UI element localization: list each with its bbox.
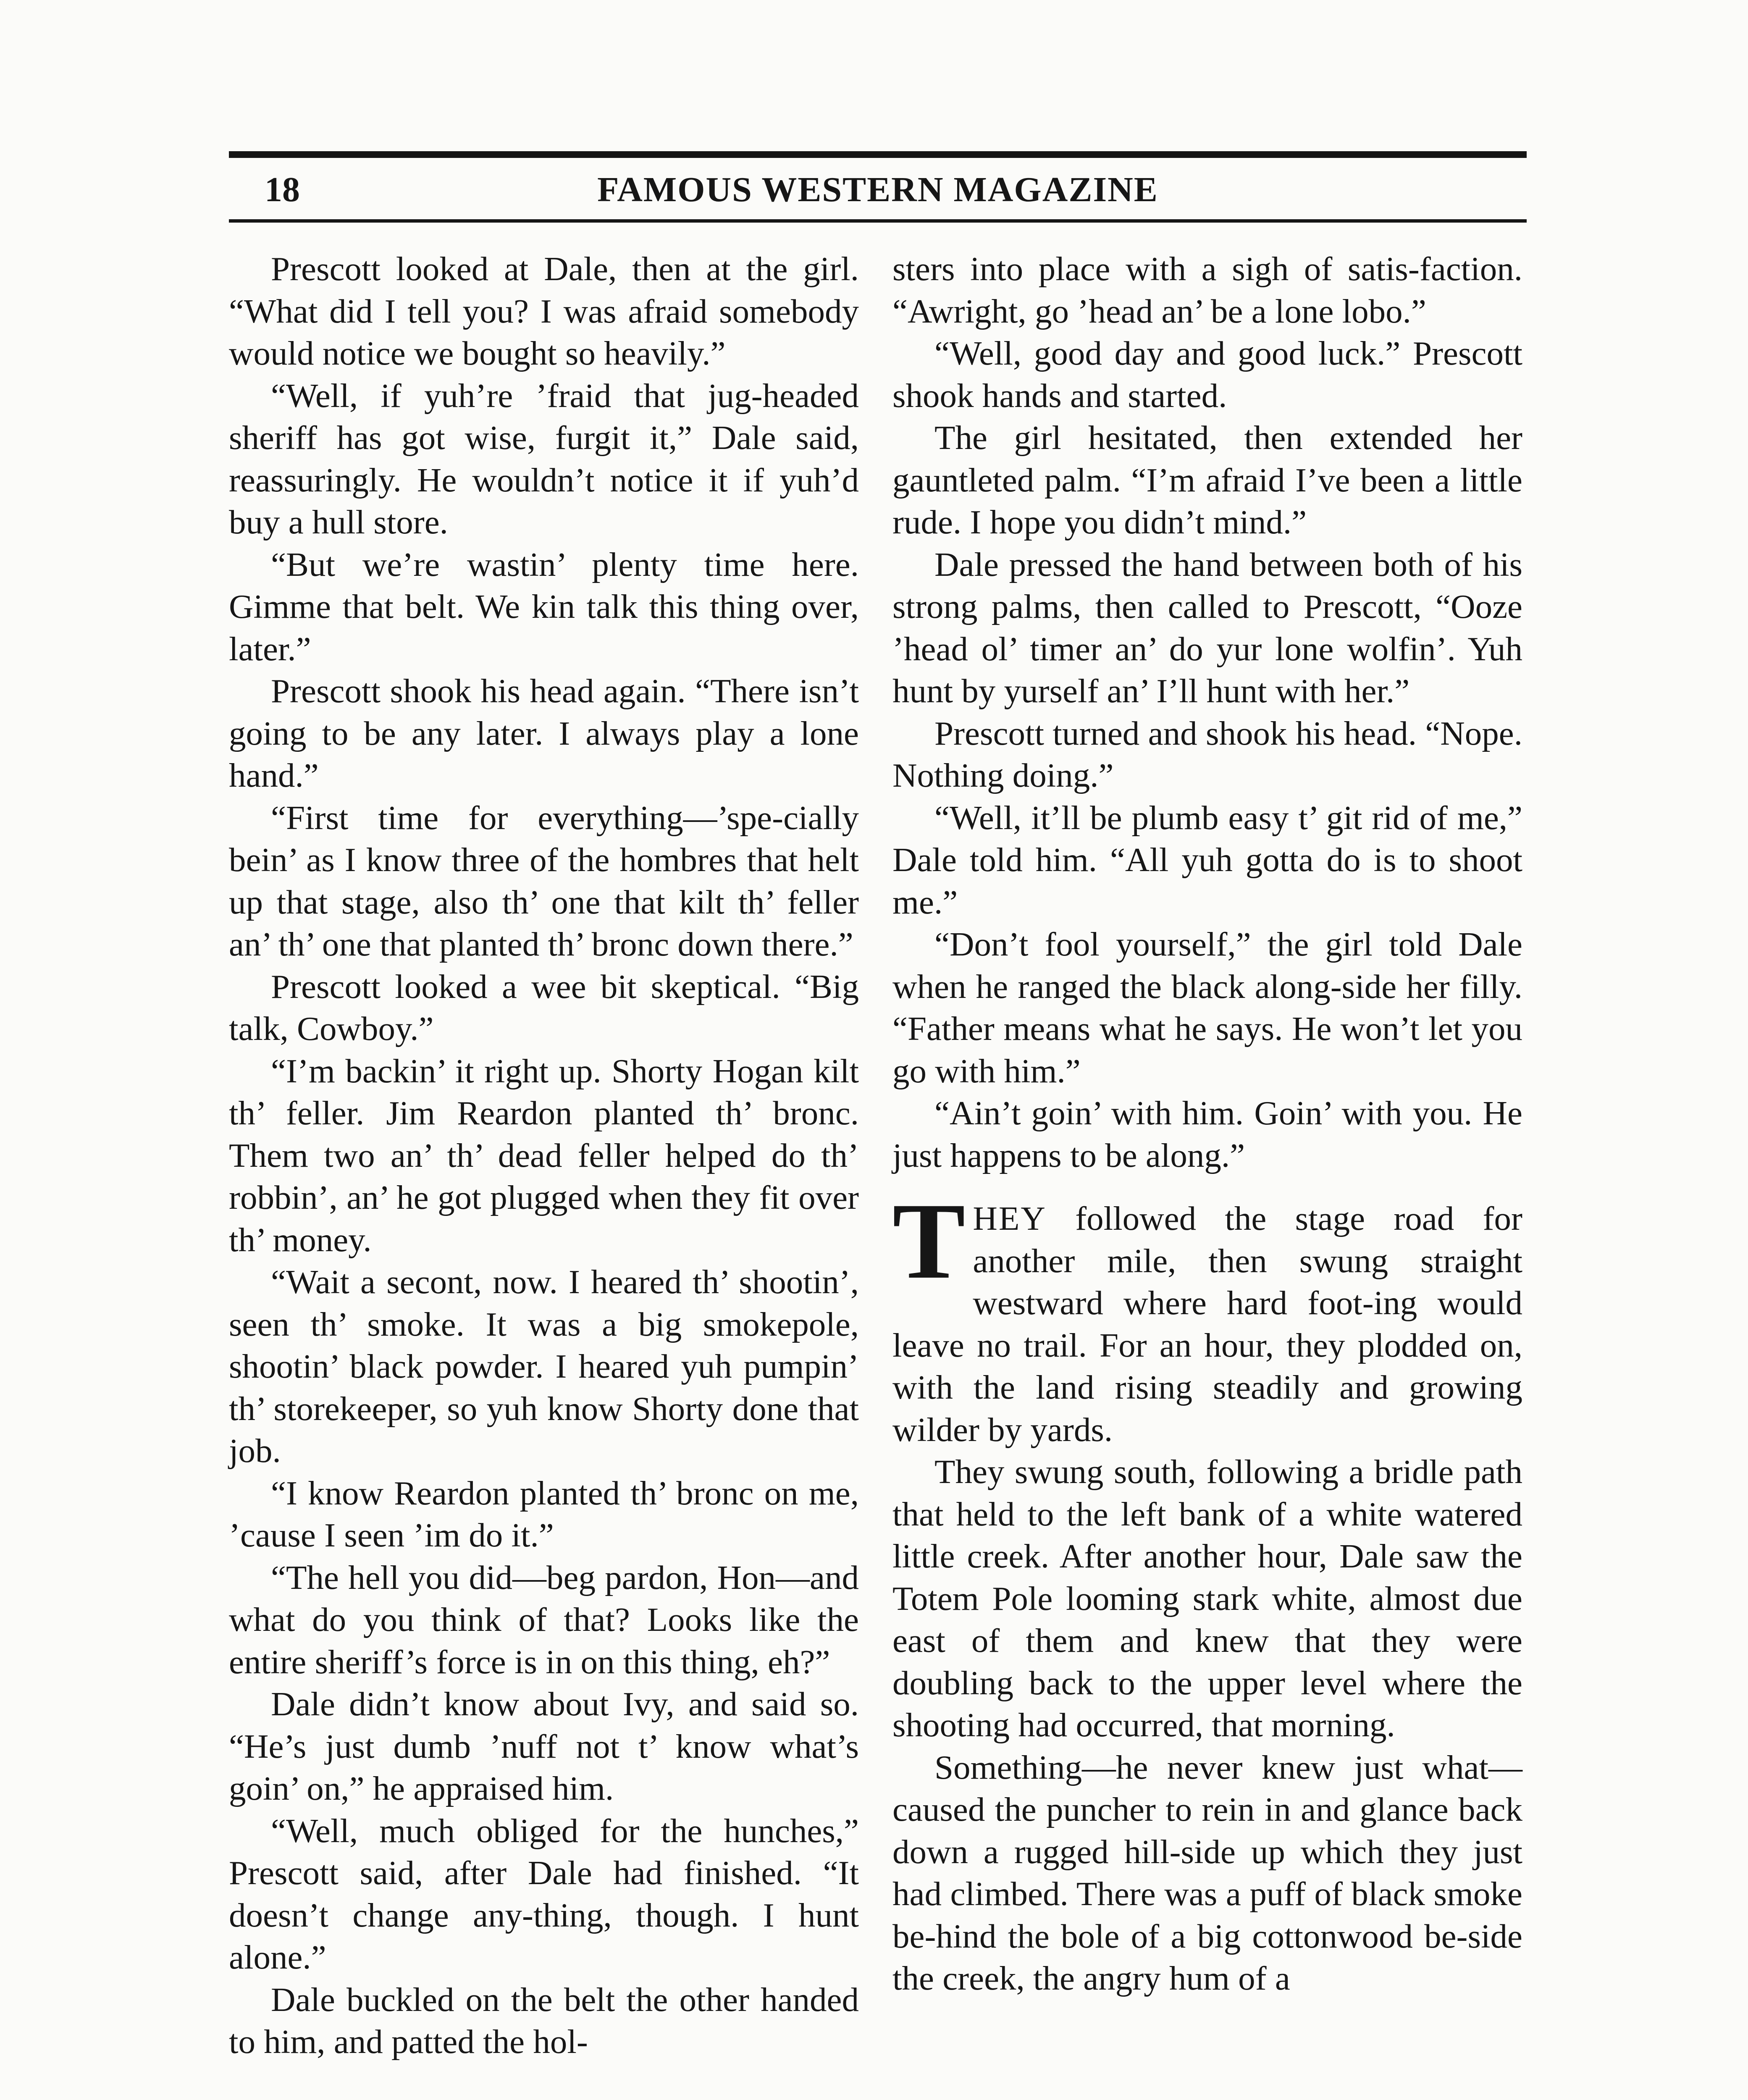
body-paragraph: “Well, much obliged for the hunches,” Prescott said, after Dale had finished. “It doesn’t change any-thing, though. I hunt alone.”: [229, 1811, 859, 1976]
body-paragraph: Prescott shook his head again. “There isn’t going to be any later. I always play a lone hand.”: [229, 672, 859, 794]
right-column-first-part: [892, 248, 1522, 1176]
body-paragraph: Something—he never knew just what—caused the puncher to rein in and glance back down a rugged hill-side up which they just had climbed. There was a puff of black smoke be-hind the bole of a big cottonwood be-side the creek, the angry hum of a: [892, 1748, 1522, 1997]
body-paragraph: “Wait a secont, now. I heared th’ shootin’, seen th’ smoke. It was a big smokepole, shootin’ black powder. I heared yuh pumpin’ th’ storekeeper, so yuh know Shorty done that job.: [229, 1263, 859, 1470]
body-paragraph: “Well, if yuh’re ’fraid that jug-headed sheriff has got wise, furgit it,” Dale said, reassuringly. He wouldn’t notice it if yuh’d buy a hull store.: [229, 376, 859, 541]
drop-cap: T: [892, 1181, 966, 1302]
running-head: [229, 165, 1527, 215]
header-rule-top: [229, 151, 1527, 158]
body-paragraph: The girl hesitated, then extended her gauntleted palm. “I’m afraid I’ve been a little rude. I hope you didn’t mind.”: [892, 419, 1522, 541]
right-column: [892, 248, 1522, 2000]
right-column-second-part: [892, 1451, 1522, 2000]
body-paragraph: “Don’t fool yourself,” the girl told Dale when he ranged the black along-side her filly. “Father means what he says. He won’t let you go with him.”: [892, 925, 1522, 1090]
body-paragraph: “The hell you did—beg pardon, Hon—and what do you think of that? Looks like the entire sheriff’s force is in on this thing, eh?”: [229, 1558, 859, 1681]
body-paragraph: Dale didn’t know about Ivy, and said so. “He’s just dumb ’nuff not t’ know what’s goin’ on,” he appraised him.: [229, 1685, 859, 1807]
body-paragraph: Prescott turned and shook his head. “Nope. Nothing doing.”: [892, 714, 1522, 794]
body-paragraph: Prescott looked a wee bit skeptical. “Big talk, Cowboy.”: [229, 967, 859, 1047]
body-paragraph: Prescott looked at Dale, then at the girl. “What did I tell you? I was afraid somebody would notice we bought so heavily.”: [229, 250, 859, 372]
section-break-paragraph: [892, 1181, 1522, 1451]
section-small-caps: HEY: [973, 1200, 1047, 1237]
body-paragraph: They swung south, following a bridle path that held to the left bank of a white watered little creek. After another hour, Dale saw the Totem Pole looming stark white, almost due east of them and knew that they were doubling back to the upper level where the shooting had occurred, that morning.: [892, 1453, 1522, 1744]
body-paragraph: sters into place with a sigh of satis-faction. “Awright, go ’head an’ be a lone lobo.”: [892, 250, 1522, 330]
body-paragraph: Dale pressed the hand between both of his strong palms, then called to Prescott, “Ooze ’head ol’ timer an’ do yur lone wolfin’. Yuh hunt by yurself an’ I’ll hunt with her.”: [892, 545, 1522, 710]
body-paragraph: “I know Reardon planted th’ bronc on me, ’cause I seen ’im do it.”: [229, 1474, 859, 1554]
body-paragraph: “Well, it’ll be plumb easy t’ git rid of me,” Dale told him. “All yuh gotta do is to shoot me.”: [892, 798, 1522, 921]
body-paragraph: “But we’re wastin’ plenty time here. Gimme that belt. We kin talk this thing over, later.”: [229, 545, 859, 668]
body-paragraph: “Well, good day and good luck.” Prescott shook hands and started.: [892, 334, 1522, 415]
header-rule-bottom: [229, 219, 1527, 223]
section-opening-text: followed the stage road for another mile, then swung straight westward where hard foot-ing would leave no trail. For an hour, they plodded on, with the land rising steadily and growing wilder by yards.: [892, 1200, 1522, 1449]
body-paragraph: “I’m backin’ it right up. Shorty Hogan kilt th’ feller. Jim Reardon planted th’ bronc. Them two an’ th’ dead feller helped do th’ robbin’, an’ he got plugged when they fit over th’ money.: [229, 1052, 859, 1259]
body-paragraph: “Ain’t goin’ with him. Goin’ with you. He just happens to be along.”: [892, 1094, 1522, 1174]
left-column: [229, 248, 859, 2063]
page-number: 18: [265, 170, 300, 209]
body-paragraph: Dale buckled on the belt the other handed to him, and patted the hol-: [229, 1980, 859, 2061]
body-paragraph: “First time for everything—’spe-cially bein’ as I know three of the hombres that helt up that stage, also th’ one that kilt th’ feller an’ th’ one that planted th’ bronc down there.”: [229, 798, 859, 963]
magazine-title: FAMOUS WESTERN MAGAZINE: [597, 170, 1158, 209]
